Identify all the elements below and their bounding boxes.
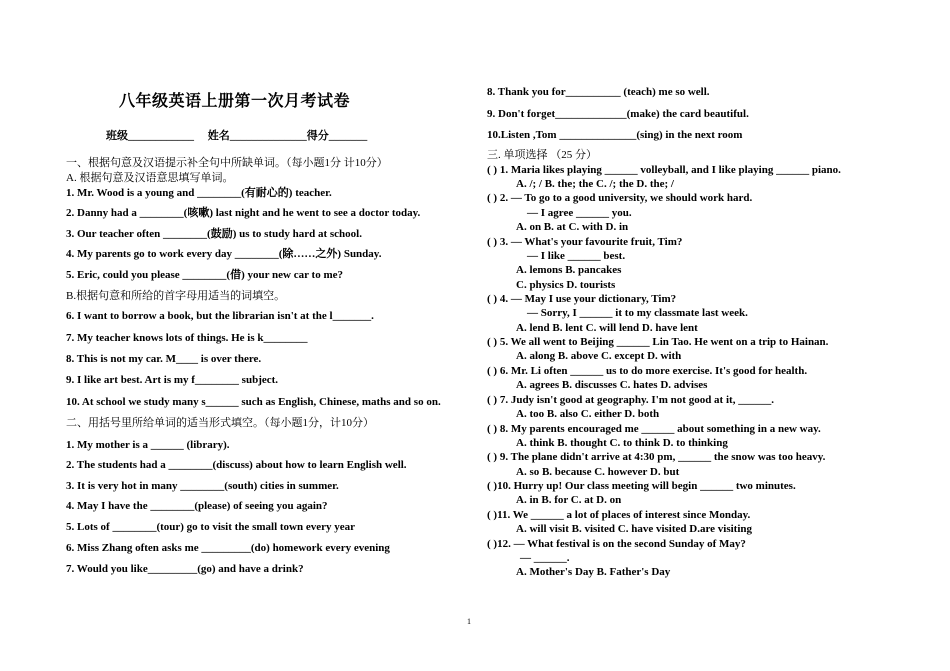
mc-question: ( ) 3. — What's your favourite fruit, Tim? <box>487 236 683 248</box>
question-line: 3. Our teacher often ________(鼓励) us to study hard at school. <box>66 228 362 240</box>
mc-options: A. think B. thought C. to think D. to thinking <box>516 437 728 449</box>
exam-title: 八年级英语上册第一次月考试卷 <box>119 93 351 110</box>
mc-dialogue: — Sorry, I ______ it to my classmate last week. <box>527 307 748 319</box>
question-line: 7. Would you like_________(go) and have a drink? <box>66 563 304 575</box>
question-line: 8. Thank you for__________ (teach) me so well. <box>487 86 710 98</box>
section-1a-heading: A. 根据句意及汉语意思填写单词。 <box>66 172 234 184</box>
question-line: 9. Don't forget_____________(make) the card beautiful. <box>487 108 749 120</box>
mc-options: A. lend B. lent C. will lend D. have lent <box>516 322 698 334</box>
section-2-heading: 二、用括号里所给单词的适当形式填空。（每小题1分，计10分） <box>66 417 374 429</box>
question-line: 2. Danny had a ________(咳嗽) last night and he went to see a doctor today. <box>66 207 421 219</box>
mc-options: A. on B. at C. with D. in <box>516 221 629 233</box>
question-line: 4. May I have the ________(please) of seeing you again? <box>66 500 328 512</box>
question-line: 7. My teacher knows lots of things. He is k________ <box>66 332 308 344</box>
mc-options: A. will visit B. visited C. have visited D.are visiting <box>516 523 752 535</box>
mc-options: C. physics D. tourists <box>516 279 616 291</box>
mc-dialogue: — I agree ______ you. <box>527 207 632 219</box>
question-line: 5. Lots of ________(tour) go to visit the small town every year <box>66 521 356 533</box>
mc-dialogue: — ______. <box>520 552 570 564</box>
mc-question: ( ) 6. Mr. Li often ______ us to do more exercise. It's good for health. <box>487 365 808 377</box>
mc-options: A. agrees B. discusses C. hates D. advises <box>516 379 708 391</box>
question-line: 2. The students had a ________(discuss) about how to learn English well. <box>66 459 407 471</box>
mc-dialogue: — I like ______ best. <box>527 250 626 262</box>
mc-question: ( )10. Hurry up! Our class meeting will begin ______ two minutes. <box>487 480 796 492</box>
mc-options: A. /; / B. the; the C. /; the D. the; / <box>516 178 674 190</box>
mc-question: ( )12. — What festival is on the second Sunday of May? <box>487 538 746 550</box>
mc-question: ( ) 1. Maria likes playing ______ volleyball, and I like playing ______ piano. <box>487 164 841 176</box>
question-line: 6. Miss Zhang often asks me _________(do) homework every evening <box>66 542 390 554</box>
question-line: 3. It is very hot in many ________(south) cities in summer. <box>66 480 339 492</box>
student-info-line: 班级____________ 姓名______________得分_______ <box>106 130 368 142</box>
question-line: 5. Eric, could you please ________(借) your new car to me? <box>66 269 344 281</box>
mc-options: A. lemons B. pancakes <box>516 264 622 276</box>
section-1b-heading: B.根据句意和所给的首字母用适当的词填空。 <box>66 290 286 302</box>
mc-question: ( ) 9. The plane didn't arrive at 4:30 pm, ______ the snow was too heavy. <box>487 451 826 463</box>
question-line: 6. I want to borrow a book, but the librarian isn't at the l_______. <box>66 310 374 322</box>
mc-question: ( ) 2. — To go to a good university, we should work hard. <box>487 192 753 204</box>
section-3-heading: 三. 单项选择 （25 分） <box>487 149 597 161</box>
question-line: 1. My mother is a ______ (library). <box>66 439 230 451</box>
mc-question: ( )11. We ______ a lot of places of interest since Monday. <box>487 509 751 521</box>
mc-question: ( ) 4. — May I use your dictionary, Tim? <box>487 293 677 305</box>
mc-question: ( ) 5. We all went to Beijing ______ Lin Tao. He went on a trip to Hainan. <box>487 336 829 348</box>
section-1-heading: 一、根据句意及汉语提示补全句中所缺单词。（每小题1分 计10分） <box>66 157 388 169</box>
mc-question: ( ) 8. My parents encouraged me ______ about something in a new way. <box>487 423 821 435</box>
mc-options: A. so B. because C. however D. but <box>516 466 680 478</box>
question-line: 10. At school we study many s______ such as English, Chinese, maths and so on. <box>66 396 441 408</box>
mc-options: A. too B. also C. either D. both <box>516 408 660 420</box>
mc-options: A. in B. for C. at D. on <box>516 494 622 506</box>
page-number: 1 <box>467 617 471 626</box>
question-line: 10.Listen ,Tom ______________(sing) in the next room <box>487 129 743 141</box>
question-line: 1. Mr. Wood is a young and ________(有耐心的) teacher. <box>66 187 332 199</box>
mc-question: ( ) 7. Judy isn't good at geography. I'm not good at it, ______. <box>487 394 774 406</box>
question-line: 8. This is not my car. M____ is over there. <box>66 353 262 365</box>
mc-options: A. Mother's Day B. Father's Day <box>516 566 671 578</box>
question-line: 4. My parents go to work every day ________(除……之外) Sunday. <box>66 248 382 260</box>
question-line: 9. I like art best. Art is my f________ subject. <box>66 374 279 386</box>
mc-options: A. along B. above C. except D. with <box>516 350 682 362</box>
